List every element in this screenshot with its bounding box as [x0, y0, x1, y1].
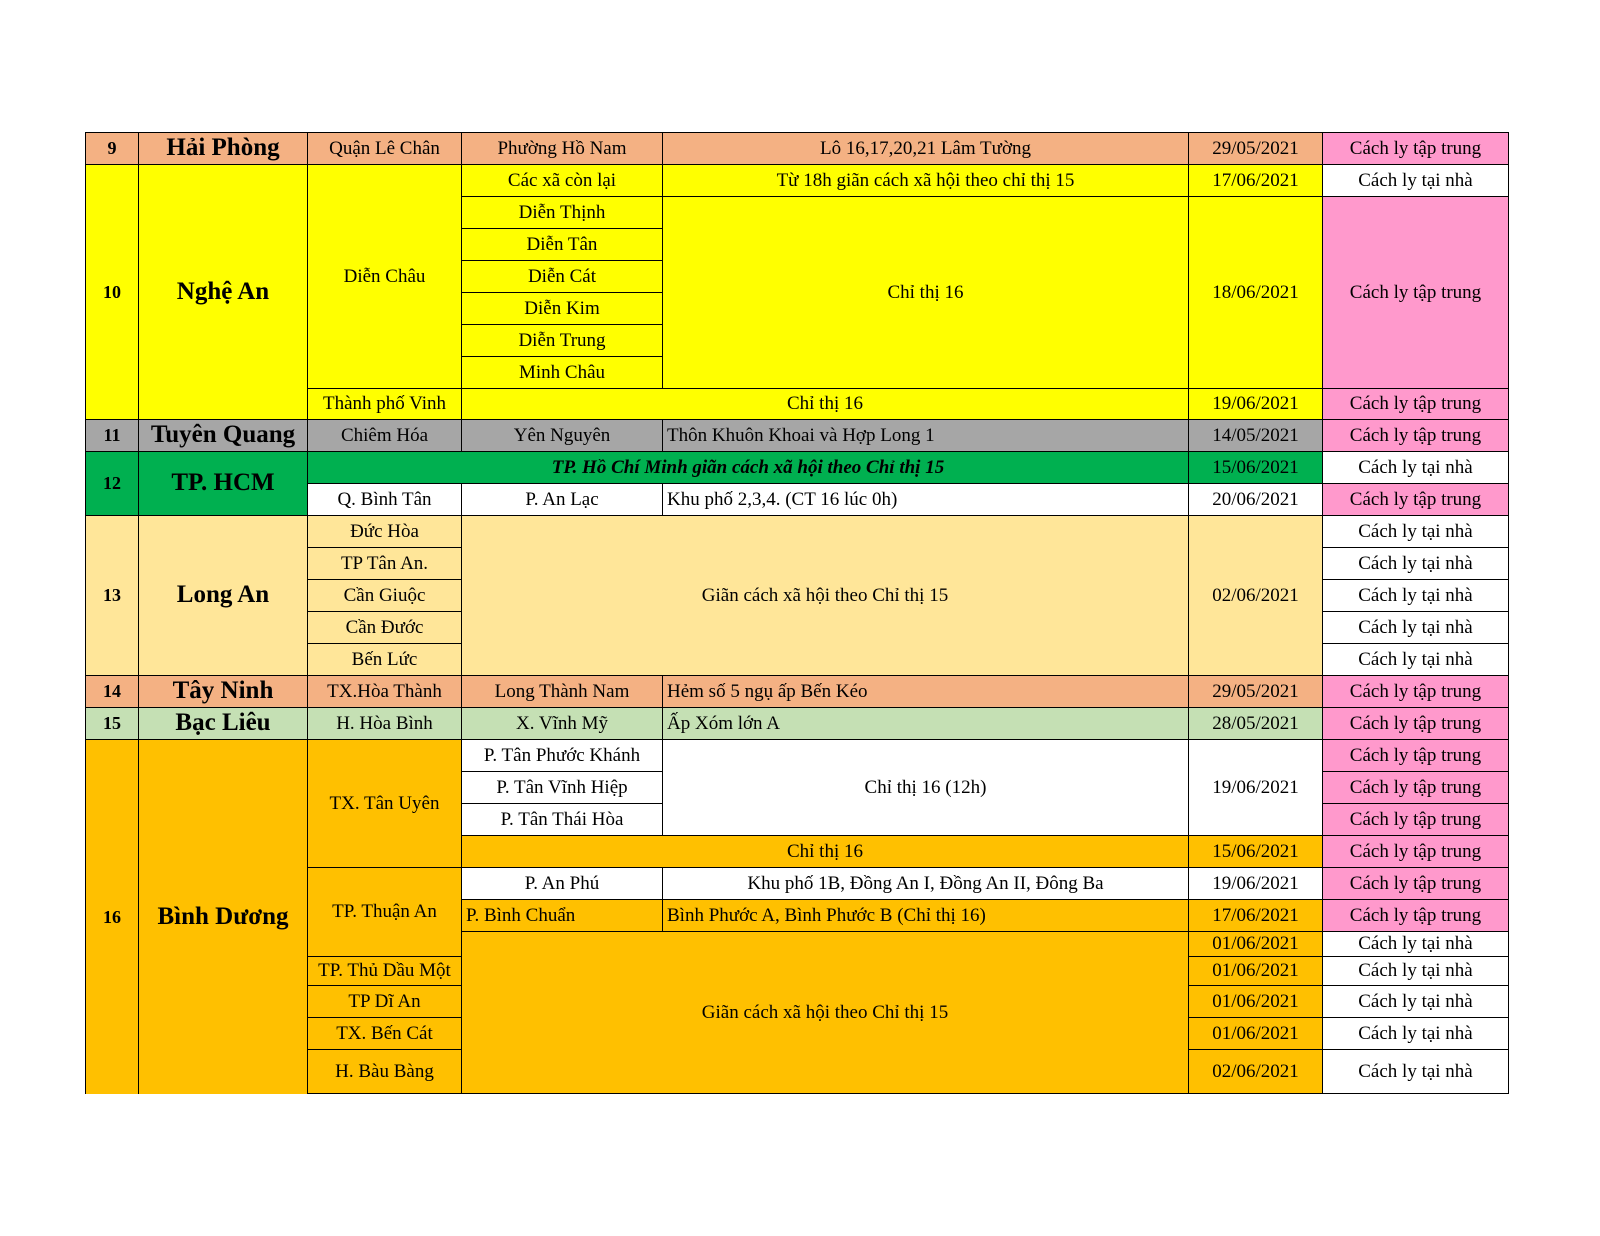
stt-cell: 9: [85, 132, 139, 165]
province-cell: Bình Dương: [138, 739, 308, 1094]
stt-cell: 15: [85, 707, 139, 740]
measure-cell: Cách ly tập trung: [1322, 675, 1509, 708]
date-cell: 17/06/2021: [1188, 899, 1323, 932]
date-cell: 15/06/2021: [1188, 451, 1323, 484]
ward-cell: P. An Phú: [461, 867, 663, 900]
ward-cell: Diễn Trung: [461, 324, 663, 357]
measure-cell: Cách ly tại nhà: [1322, 164, 1509, 197]
ward-cell: Diễn Kim: [461, 292, 663, 325]
date-cell: 01/06/2021: [1188, 956, 1323, 986]
stt-cell: 11: [85, 419, 139, 452]
district-cell: Q. Bình Tân: [307, 483, 462, 516]
measure-cell: Cách ly tại nhà: [1322, 547, 1509, 580]
measure-cell: Cách ly tại nhà: [1322, 579, 1509, 612]
district-cell: TX. Tân Uyên: [307, 739, 462, 868]
measure-cell: Cách ly tập trung: [1322, 899, 1509, 932]
district-cell: TP Tân An.: [307, 547, 462, 580]
date-cell: 17/06/2021: [1188, 164, 1323, 197]
province-cell: Nghệ An: [138, 164, 308, 420]
district-cell: Diễn Châu: [307, 164, 462, 389]
stt-cell: 12: [85, 451, 139, 516]
district-cell: Chiêm Hóa: [307, 419, 462, 452]
detail-cell: Giãn cách xã hội theo Chỉ thị 15: [461, 931, 1189, 1094]
ward-cell: Phường Hồ Nam: [461, 132, 663, 165]
district-cell: Quận Lê Chân: [307, 132, 462, 165]
date-cell: 18/06/2021: [1188, 196, 1323, 389]
measure-cell: Cách ly tập trung: [1322, 803, 1509, 836]
detail-cell: Khu phố 1B, Đồng An I, Đồng An II, Đông Ba: [662, 867, 1189, 900]
date-cell: 01/06/2021: [1188, 1017, 1323, 1050]
date-cell: 20/06/2021: [1188, 483, 1323, 516]
ward-cell: X. Vĩnh Mỹ: [461, 707, 663, 740]
province-cell: TP. HCM: [138, 451, 308, 516]
stt-cell: 10: [85, 164, 139, 420]
ward-cell: P. Tân Phước Khánh: [461, 739, 663, 772]
district-cell: TP. Thuận An: [307, 867, 462, 957]
province-cell: Bạc Liêu: [138, 707, 308, 740]
measure-cell: Cách ly tập trung: [1322, 835, 1509, 868]
detail-cell: Chỉ thị 16: [662, 196, 1189, 389]
province-cell: Long An: [138, 515, 308, 676]
date-cell: 19/06/2021: [1188, 867, 1323, 900]
ward-cell: Minh Châu: [461, 356, 663, 389]
district-cell: Cần Đước: [307, 611, 462, 644]
stt-cell: 13: [85, 515, 139, 676]
district-cell: H. Hòa Bình: [307, 707, 462, 740]
date-cell: 28/05/2021: [1188, 707, 1323, 740]
district-cell: Đức Hòa: [307, 515, 462, 548]
detail-cell: Giãn cách xã hội theo Chỉ thị 15: [461, 515, 1189, 676]
detail-cell: Chỉ thị 16 (12h): [662, 739, 1189, 836]
measure-cell: Cách ly tập trung: [1322, 196, 1509, 389]
district-cell: Cần Giuộc: [307, 579, 462, 612]
hcm-note-cell: TP. Hồ Chí Minh giãn cách xã hội theo Chỉ thị 15: [307, 451, 1189, 484]
date-cell: 19/06/2021: [1188, 739, 1323, 836]
district-cell: TP. Thủ Dầu Một: [307, 956, 462, 986]
district-cell: H. Bàu Bàng: [307, 1049, 462, 1094]
ward-cell: Diễn Cát: [461, 260, 663, 293]
ward-cell: Long Thành Nam: [461, 675, 663, 708]
ward-cell: P. Bình Chuẩn: [461, 899, 663, 932]
date-cell: 01/06/2021: [1188, 985, 1323, 1018]
district-cell: TX.Hòa Thành: [307, 675, 462, 708]
measure-cell: Cách ly tại nhà: [1322, 515, 1509, 548]
detail-cell: Hẻm số 5 ngụ ấp Bến Kéo: [662, 675, 1189, 708]
district-cell: TX. Bến Cát: [307, 1017, 462, 1050]
measure-cell: Cách ly tập trung: [1322, 483, 1509, 516]
district-cell: TP Dĩ An: [307, 985, 462, 1018]
ward-cell: P. Tân Thái Hòa: [461, 803, 663, 836]
detail-cell: Thôn Khuôn Khoai và Hợp Long 1: [662, 419, 1189, 452]
measure-cell: Cách ly tập trung: [1322, 388, 1509, 420]
detail-cell: Khu phố 2,3,4. (CT 16 lúc 0h): [662, 483, 1189, 516]
district-cell: Bến Lức: [307, 643, 462, 676]
detail-cell: Lô 16,17,20,21 Lâm Tường: [662, 132, 1189, 165]
date-cell: 29/05/2021: [1188, 132, 1323, 165]
ward-cell: Các xã còn lại: [461, 164, 663, 197]
measure-cell: Cách ly tập trung: [1322, 132, 1509, 165]
date-cell: 15/06/2021: [1188, 835, 1323, 868]
measure-cell: Cách ly tại nhà: [1322, 451, 1509, 484]
measure-cell: Cách ly tập trung: [1322, 771, 1509, 804]
measure-cell: Cách ly tại nhà: [1322, 985, 1509, 1018]
measure-cell: Cách ly tại nhà: [1322, 1017, 1509, 1050]
province-cell: Tây Ninh: [138, 675, 308, 708]
measure-cell: Cách ly tập trung: [1322, 739, 1509, 772]
measure-cell: Cách ly tập trung: [1322, 867, 1509, 900]
date-cell: 19/06/2021: [1188, 388, 1323, 420]
date-cell: 02/06/2021: [1188, 515, 1323, 676]
date-cell: 02/06/2021: [1188, 1049, 1323, 1094]
district-cell: Thành phố Vinh: [307, 388, 462, 420]
ward-cell: Yên Nguyên: [461, 419, 663, 452]
detail-cell: Từ 18h giãn cách xã hội theo chỉ thị 15: [662, 164, 1189, 197]
measure-cell: Cách ly tập trung: [1322, 707, 1509, 740]
detail-cell: Chỉ thị 16: [461, 835, 1189, 868]
province-cell: Tuyên Quang: [138, 419, 308, 452]
measure-cell: Cách ly tại nhà: [1322, 1049, 1509, 1094]
ward-cell: Diễn Thịnh: [461, 196, 663, 229]
date-cell: 01/06/2021: [1188, 931, 1323, 957]
measure-cell: Cách ly tại nhà: [1322, 931, 1509, 957]
province-cell: Hải Phòng: [138, 132, 308, 165]
ward-cell: P. An Lạc: [461, 483, 663, 516]
measure-cell: Cách ly tại nhà: [1322, 956, 1509, 986]
ward-cell: Diễn Tân: [461, 228, 663, 261]
detail-cell: Bình Phước A, Bình Phước B (Chỉ thị 16): [662, 899, 1189, 932]
detail-cell: Chỉ thị 16: [461, 388, 1189, 420]
date-cell: 29/05/2021: [1188, 675, 1323, 708]
date-cell: 14/05/2021: [1188, 419, 1323, 452]
stt-cell: 14: [85, 675, 139, 708]
ward-cell: P. Tân Vĩnh Hiệp: [461, 771, 663, 804]
covid-zone-table: [85, 132, 1509, 1094]
measure-cell: Cách ly tại nhà: [1322, 611, 1509, 644]
measure-cell: Cách ly tại nhà: [1322, 643, 1509, 676]
stt-cell: 16: [85, 739, 139, 1094]
detail-cell: Ấp Xóm lớn A: [662, 707, 1189, 740]
measure-cell: Cách ly tập trung: [1322, 419, 1509, 452]
